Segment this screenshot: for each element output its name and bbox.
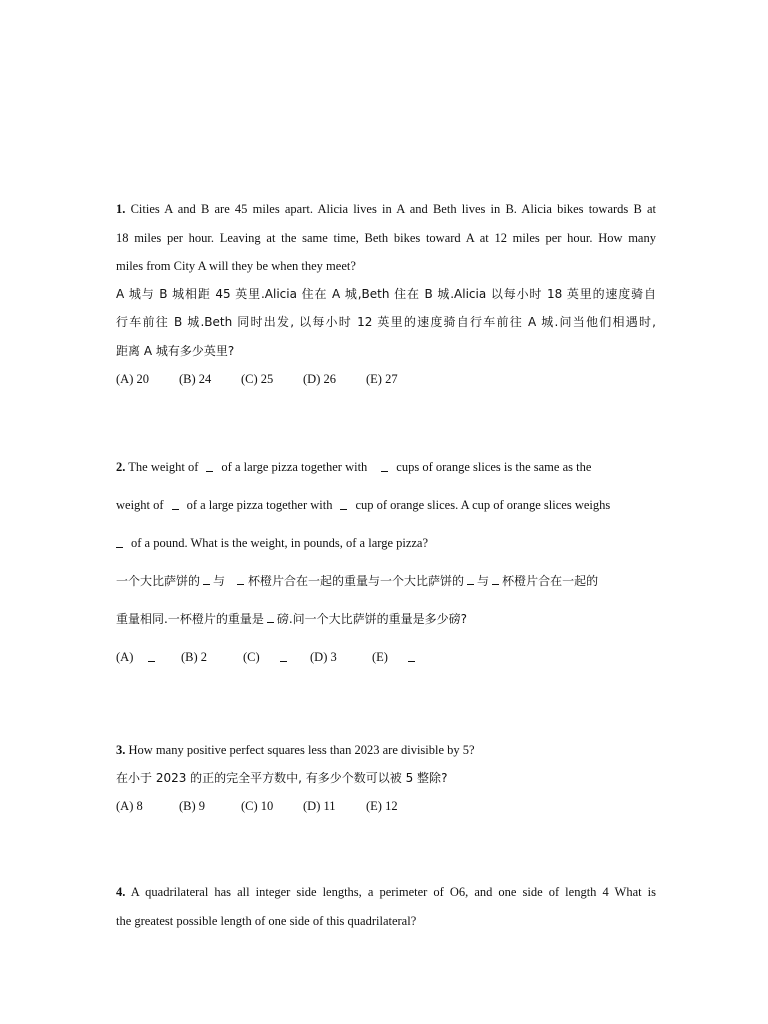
choice-c[interactable]: (C) 10 <box>241 799 274 813</box>
problem-text: 杯橙片合在一起的重量与一个大比萨饼的 <box>248 574 465 588</box>
problem-number: 2. <box>116 460 126 474</box>
problem-number: 4. <box>116 885 126 899</box>
problem-text: of a large pizza together with <box>186 498 333 512</box>
fraction-placeholder <box>467 578 474 585</box>
fraction-placeholder <box>203 578 210 585</box>
problem-text: 重量相同.一杯橙片的重量是 <box>116 612 264 626</box>
problem-text: cups of orange slices is the same as the <box>396 460 592 474</box>
fraction-placeholder <box>206 465 213 472</box>
problem-text: cup of orange slices. A cup of orange slices weighs <box>355 498 611 512</box>
fraction-placeholder <box>340 503 347 510</box>
problem-2-line-2 <box>116 497 656 513</box>
choice-b[interactable]: (B) 2 <box>181 650 208 664</box>
fraction-placeholder <box>492 578 499 585</box>
problem-text: 与 <box>213 574 226 588</box>
problem-text: weight of <box>116 498 164 512</box>
problem-text: 与 <box>477 574 490 588</box>
problem-2-line-1 <box>116 459 656 475</box>
problem-1-line-1 <box>116 201 656 217</box>
problem-2-line-3 <box>116 535 656 551</box>
problem-number: 1. <box>116 202 126 216</box>
problem-text: The weight of <box>128 460 199 474</box>
fraction-placeholder <box>408 655 415 662</box>
choice-e[interactable]: (E) 12 <box>366 799 398 813</box>
problem-number: 3. <box>116 743 126 757</box>
problem-3-zh-line-1: 在小于 2023 的正的完全平方数中, 有多少个数可以被 5 整除? <box>116 771 448 785</box>
choice-c[interactable]: (C) 25 <box>241 372 274 386</box>
problem-1-line-2: 18 miles per hour. Leaving at the same time, Beth bikes toward A at 12 miles per hour. How many <box>116 231 656 245</box>
choice-d[interactable]: (D) 11 <box>303 799 336 813</box>
choice-b[interactable]: (B) 9 <box>179 799 206 813</box>
problem-text: 杯橙片合在一起的 <box>502 574 599 588</box>
problem-text: A quadrilateral has all integer side lengths, a perimeter of O6, and one side of length 4 What is <box>130 885 657 899</box>
fraction-placeholder <box>116 541 123 548</box>
problem-1-zh-line-3: 距离 A 城有多少英里? <box>116 344 235 358</box>
choice-e[interactable]: (E) 27 <box>366 372 398 386</box>
fraction-placeholder <box>148 655 155 662</box>
fraction-placeholder <box>172 503 179 510</box>
problem-4-line-2: the greatest possible length of one side of this quadrilateral? <box>116 914 417 928</box>
choice-d[interactable]: (D) 26 <box>303 372 336 386</box>
problem-3-line-1 <box>116 742 656 758</box>
choice-a[interactable]: (A) <box>116 650 134 664</box>
problem-1-zh-line-2: 行车前往 B 城.Beth 同时出发, 以每小时 12 英里的速度骑自行车前往 A 城.问当他们相遇时, <box>116 315 656 329</box>
problem-text: Cities A and B are 45 miles apart. Alicia lives in A and Beth lives in B. Alicia bikes towards B at <box>130 202 656 216</box>
problem-2-zh-line-1 <box>116 573 656 589</box>
choice-a[interactable]: (A) 8 <box>116 799 143 813</box>
problem-text: 一个大比萨饼的 <box>116 574 201 588</box>
fraction-placeholder <box>381 465 388 472</box>
choice-d[interactable]: (D) 3 <box>310 650 337 664</box>
fraction-placeholder <box>280 655 287 662</box>
choice-e[interactable]: (E) <box>372 650 388 664</box>
problem-text: How many positive perfect squares less than 2023 are divisible by 5? <box>128 743 475 757</box>
problem-1-line-3: miles from City A will they be when they meet? <box>116 259 356 273</box>
fraction-placeholder <box>237 578 244 585</box>
problem-text: of a pound. What is the weight, in pounds, of a large pizza? <box>131 536 429 550</box>
fraction-placeholder <box>267 616 274 623</box>
problem-4-line-1 <box>116 884 656 900</box>
problem-text: 磅.问一个大比萨饼的重量是多少磅? <box>276 612 468 626</box>
problem-1-zh-line-1: A 城与 B 城相距 45 英里.Alicia 住在 A 城,Beth 住在 B 城.Alicia 以每小时 18 英里的速度骑自 <box>116 287 656 301</box>
problem-text: of a large pizza together with <box>221 460 368 474</box>
problem-2-zh-line-2 <box>116 611 656 627</box>
choice-a[interactable]: (A) 20 <box>116 372 149 386</box>
choice-b[interactable]: (B) 24 <box>179 372 212 386</box>
choice-c[interactable]: (C) <box>243 650 260 664</box>
